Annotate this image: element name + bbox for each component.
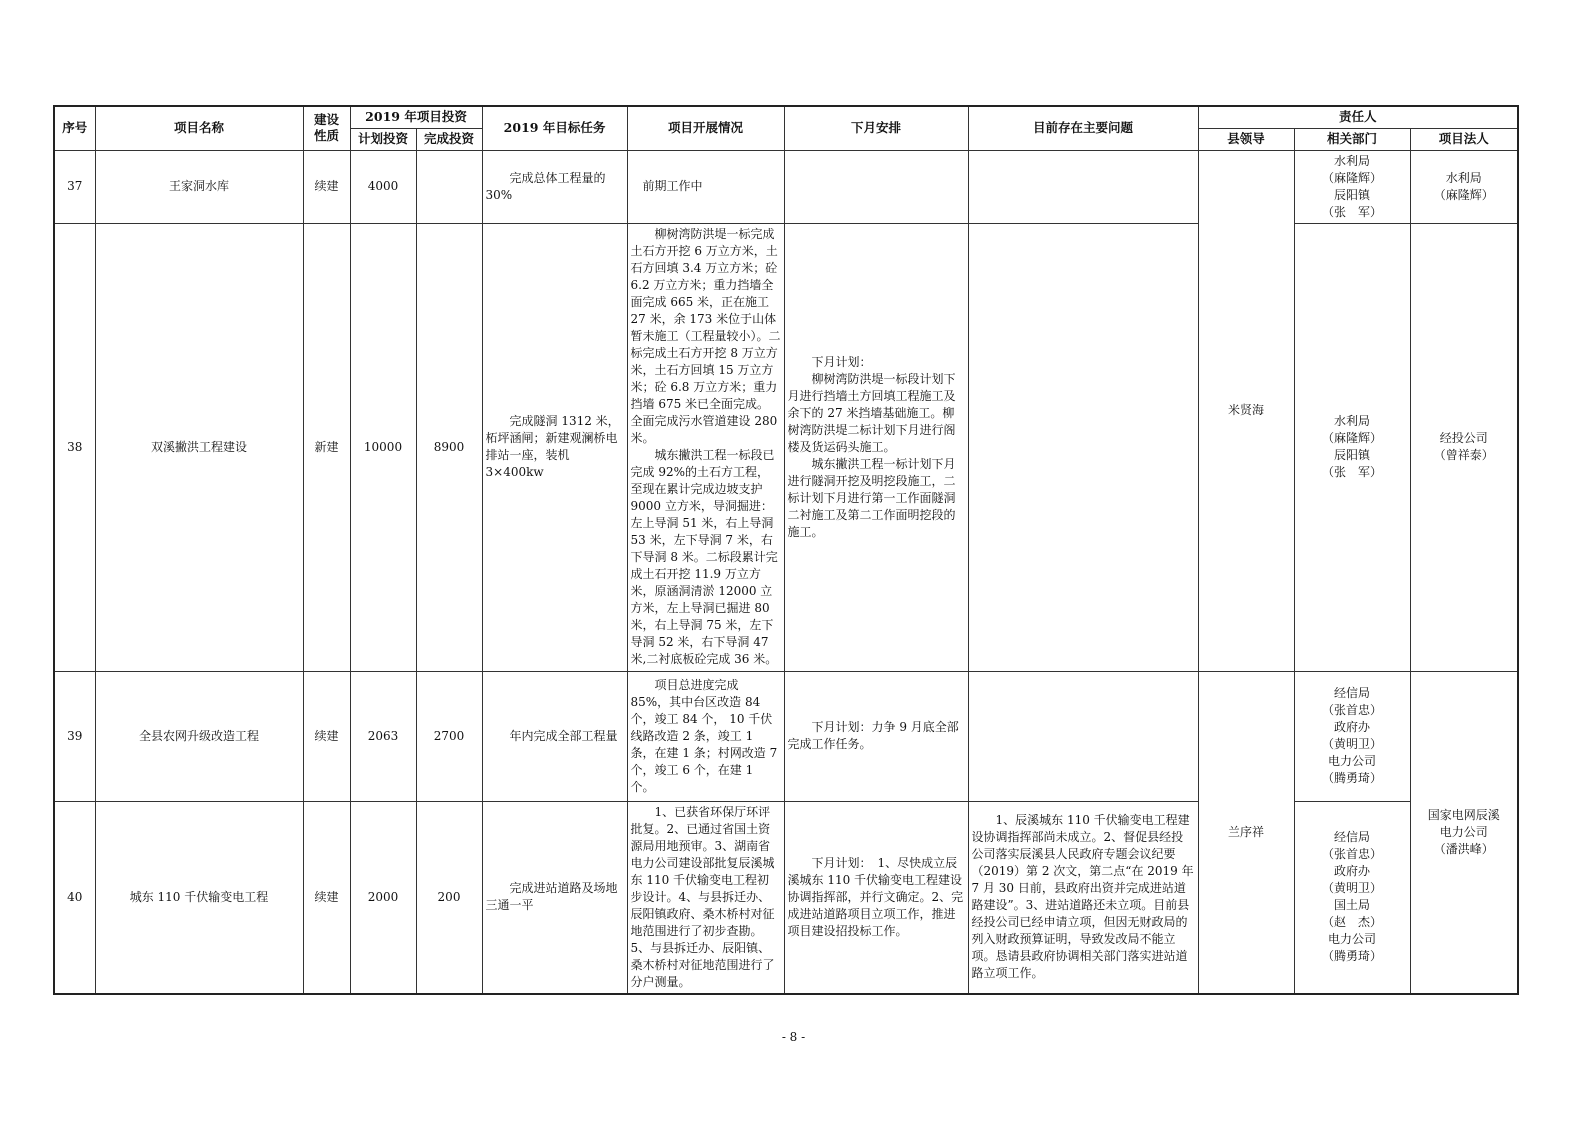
row-nature: 新建	[303, 223, 350, 671]
table-row	[54, 150, 1518, 223]
row-next	[784, 150, 968, 223]
row-seq: 40	[54, 801, 95, 994]
row-progress: 柳树湾防洪堤一标完成土石方开挖 6 万立方米，土石方回填 3.4 万立方米；砼 6.2 万立方米；重力挡墙全面完成 665 米，正在施工 27 米，余 173 米位于山体暂未施工（工程量较小）。二标完成土石方开挖 8 万立方米，土石方回填 15 万立方米；砼 6.8 万立方米；重力挡墙 675 米已全面完成。全面完成污水管道建设 280 米。 城东撇洪工程一标段已完成 92%的土石方工程，至现在累计完成边坡支护 9000 立方米，导洞掘进：左上导洞 51 米，右上导洞 53 米，左下导洞 7 米，右下导洞 8 米。二标段累计完成土石开挖 11.9 万立方米，原涵洞清淤 12000 立方米，左上导洞已掘进 80 米，右上导洞 75 米，左下导洞 52 米，右下导洞 47 米,二衬底板砼完成 36 米。	[627, 223, 784, 671]
row-plan: 10000	[350, 223, 416, 671]
header-dept: 相关部门	[1294, 128, 1410, 150]
row-next: 下月计划：力争 9 月底全部完成工作任务。	[784, 671, 968, 801]
table-row	[54, 223, 1518, 671]
row-dept: 经信局 （张首忠） 政府办 （黄明卫） 国土局 （赵 杰） 电力公司 （腾勇琦）	[1294, 801, 1410, 994]
project-table	[53, 105, 1519, 995]
row-seq: 39	[54, 671, 95, 801]
row-plan: 4000	[350, 150, 416, 223]
row-progress: 项目总进度完成 85%，其中台区改造 84 个，竣工 84 个， 10 千伏线路改造 2 条，竣工 1 条，在建 1 条；村网改造 7 个，竣工 6 个，在建 1 个。	[627, 671, 784, 801]
row-county-leader: 兰序祥	[1198, 671, 1294, 994]
header-invest-group: 2019 年项目投资	[350, 106, 482, 128]
header-problems: 目前存在主要问题	[968, 106, 1198, 150]
row-problems	[968, 671, 1198, 801]
header-target: 2019 年目标任务	[482, 106, 627, 150]
row-dept: 水利局 （麻隆辉） 辰阳镇 （张 军）	[1294, 223, 1410, 671]
row-done: 200	[416, 801, 482, 994]
header-name: 项目名称	[95, 106, 303, 150]
header-plan-invest: 计划投资	[350, 128, 416, 150]
page-number: - 8 -	[781, 1030, 806, 1044]
row-done: 2700	[416, 671, 482, 801]
row-problems	[968, 223, 1198, 671]
header-seq: 序号	[54, 106, 95, 150]
row-name: 城东 110 千伏输变电工程	[95, 801, 303, 994]
table-row	[54, 801, 1518, 994]
header-done-invest: 完成投资	[416, 128, 482, 150]
row-progress: 前期工作中	[627, 150, 784, 223]
table-row	[54, 671, 1518, 801]
row-problems	[968, 150, 1198, 223]
row-done	[416, 150, 482, 223]
row-next: 下月计划： 柳树湾防洪堤一标段计划下月进行挡墙土方回填工程施工及余下的 27 米挡墙基础施工。柳树湾防洪堤二标计划下月进行阁楼及货运码头施工。 城东撇洪工程一标计划下月进行隧洞开挖及明挖段施工，二标计划下月进行第一工作面隧洞二衬施工及第二工作面明挖段的施工。	[784, 223, 968, 671]
row-nature: 续建	[303, 801, 350, 994]
header-progress: 项目开展情况	[627, 106, 784, 150]
row-target: 完成隧洞 1312 米，柘坪涵闸；新建观澜桥电排站一座，装机 3×400kw	[482, 223, 627, 671]
row-plan: 2000	[350, 801, 416, 994]
row-name: 王家洞水库	[95, 150, 303, 223]
header-legal: 项目法人	[1410, 128, 1518, 150]
row-dept: 水利局 （麻隆辉） 辰阳镇 （张 军）	[1294, 150, 1410, 223]
row-county-leader: 米贤海	[1198, 150, 1294, 671]
row-target: 年内完成全部工程量	[482, 671, 627, 801]
row-seq: 38	[54, 223, 95, 671]
row-seq: 37	[54, 150, 95, 223]
row-legal: 经投公司 （曾祥泰）	[1410, 223, 1518, 671]
row-problems: 1、辰溪城东 110 千伏输变电工程建设协调指挥部尚未成立。2、督促县经投公司落实辰溪县人民政府专题会议纪要（2019）第 2 次文，第二点“在 2019 年 7 月 30 日前，县政府出资并完成进站道路建设”。3、进站道路还未立项。目前县经投公司已经申请立项，但因无财政局的列入财政预算证明，导致发改局不能立项。恳请县政府协调相关部门落实进站道路立项工作。	[968, 801, 1198, 994]
row-legal: 水利局 （麻隆辉）	[1410, 150, 1518, 223]
row-progress: 1、已获省环保厅环评批复。2、已通过省国土资源局用地预审。3、湖南省电力公司建设部批复辰溪城东 110 千伏输变电工程初步设计。4、与县拆迁办、辰阳镇政府、桑木桥村对征地范围进行了初步查勘。5、与县拆迁办、辰阳镇、桑木桥村对征地范围进行了分户测量。	[627, 801, 784, 994]
header-nature: 建设 性质	[303, 106, 350, 150]
header-next-month: 下月安排	[784, 106, 968, 150]
row-target: 完成总体工程量的30%	[482, 150, 627, 223]
row-done: 8900	[416, 223, 482, 671]
row-dept: 经信局 （张首忠） 政府办 （黄明卫） 电力公司 （腾勇琦）	[1294, 671, 1410, 801]
header-county-leader: 县领导	[1198, 128, 1294, 150]
row-next: 下月计划： 1、尽快成立辰溪城东 110 千伏输变电工程建设协调指挥部，并行文确定。2、完成进站道路项目立项工作，推进项目建设招投标工作。	[784, 801, 968, 994]
row-legal: 国家电网辰溪 电力公司 （潘洪峰）	[1410, 671, 1518, 994]
row-plan: 2063	[350, 671, 416, 801]
row-name: 双溪撇洪工程建设	[95, 223, 303, 671]
row-name: 全县农网升级改造工程	[95, 671, 303, 801]
header-responsible-group: 责任人	[1198, 106, 1518, 128]
row-nature: 续建	[303, 150, 350, 223]
row-nature: 续建	[303, 671, 350, 801]
row-target: 完成进站道路及场地三通一平	[482, 801, 627, 994]
